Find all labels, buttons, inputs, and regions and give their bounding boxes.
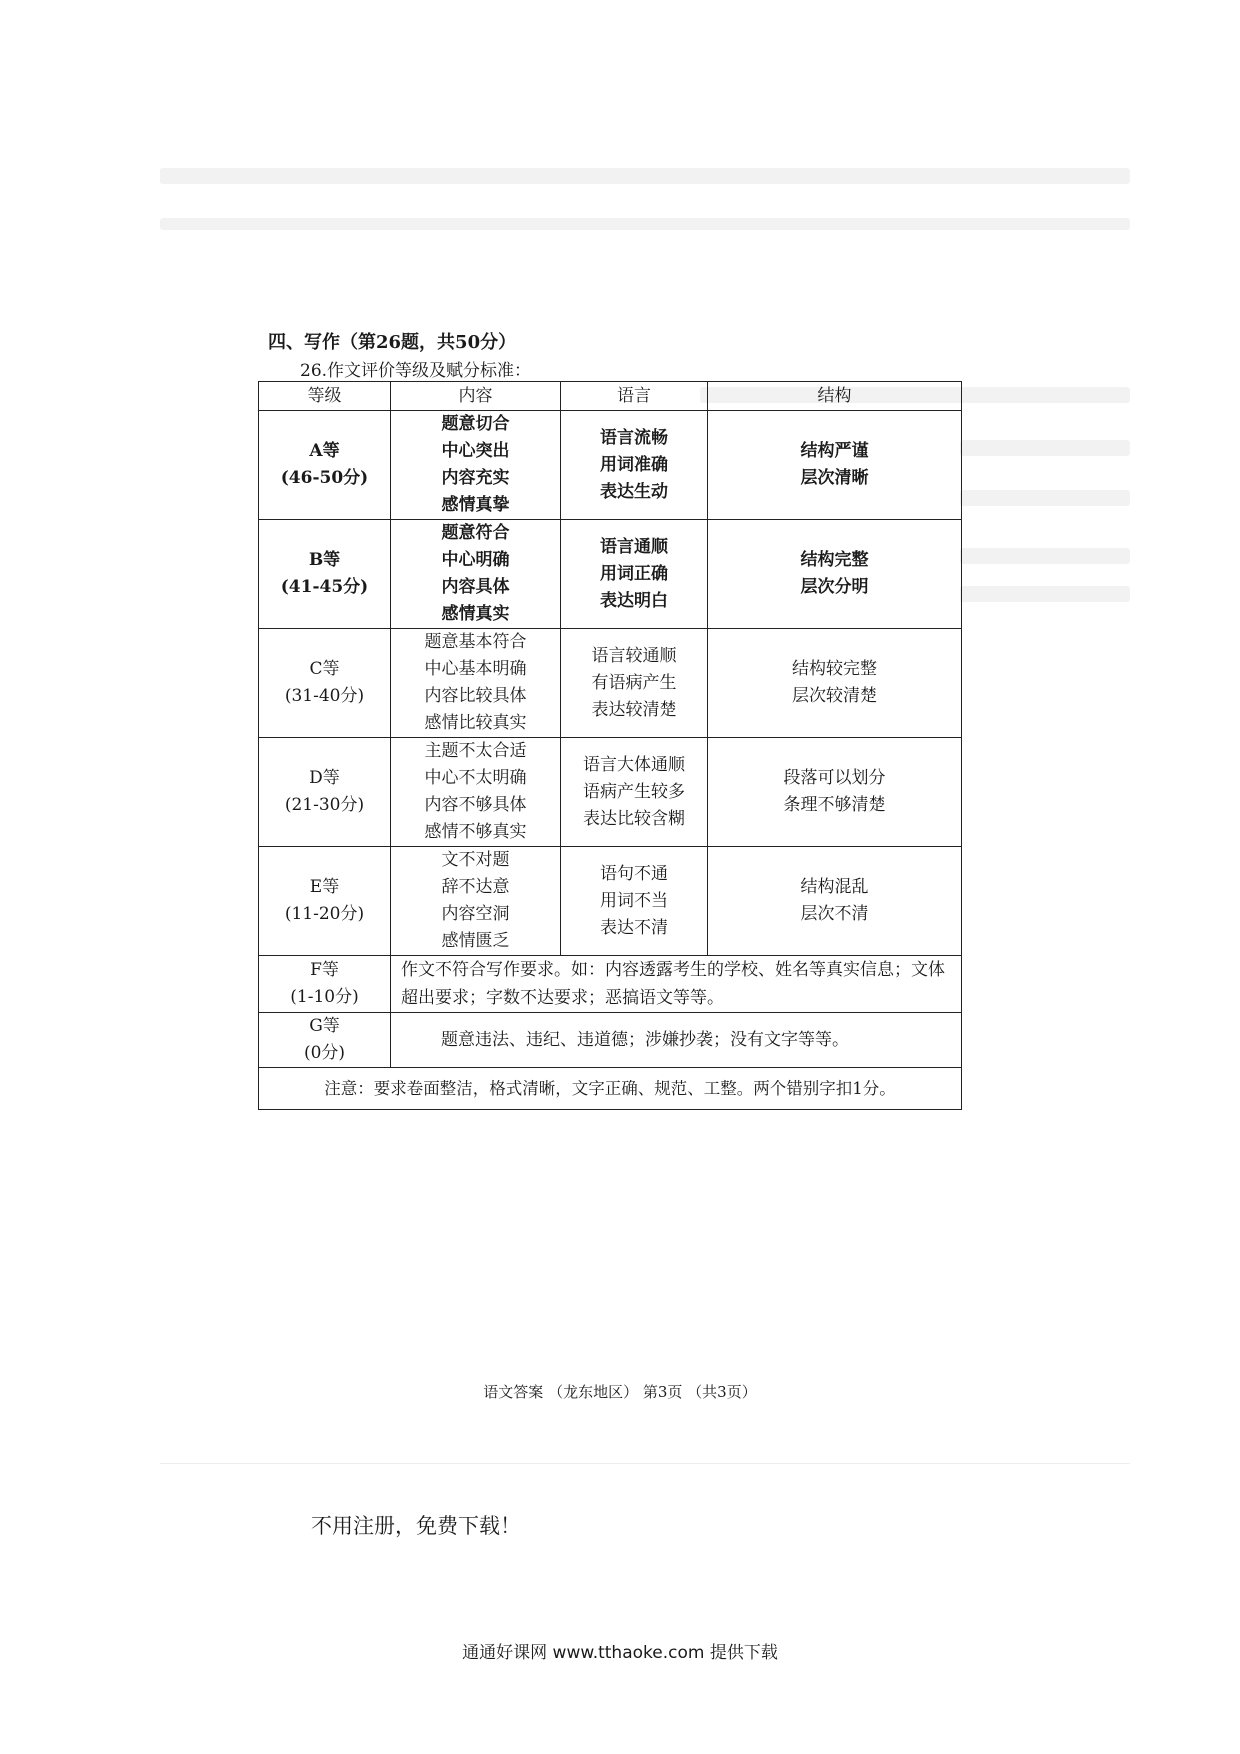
grade-cell: C等 (31-40分)	[259, 629, 391, 738]
grade-f-description: 作文不符合写作要求。如：内容透露考生的学校、姓名等真实信息；文体超出要求；字数不达要求；恶搞语文等等。	[391, 956, 962, 1013]
header-structure: 结构	[708, 382, 962, 411]
content-cell: 文不对题 辞不达意 内容空洞 感情匮乏	[391, 847, 561, 956]
structure-cell: 结构完整 层次分明	[708, 520, 962, 629]
grade-cell: D等 (21-30分)	[259, 738, 391, 847]
language-cell: 语言流畅 用词准确 表达生动	[561, 411, 708, 520]
scan-ghost-line	[960, 548, 1130, 564]
header-language: 语言	[561, 382, 708, 411]
grade-cell: B等 (41-45分)	[259, 520, 391, 629]
structure-cell: 结构混乱 层次不清	[708, 847, 962, 956]
content-cell: 主题不太合适 中心不太明确 内容不够具体 感情不够真实	[391, 738, 561, 847]
language-cell: 语句不通 用词不当 表达不清	[561, 847, 708, 956]
download-slogan: 不用注册，免费下载！	[311, 1514, 521, 1538]
scan-ghost-line	[960, 490, 1130, 506]
table-note-row	[259, 1068, 962, 1110]
table-row	[259, 520, 962, 629]
structure-cell: 结构较完整 层次较清楚	[708, 629, 962, 738]
grading-table	[258, 381, 962, 1110]
table-row	[259, 411, 962, 520]
grade-cell: E等 (11-20分)	[259, 847, 391, 956]
table-row-g	[259, 1013, 962, 1068]
header-content: 内容	[391, 382, 561, 411]
header-grade: 等级	[259, 382, 391, 411]
table-header-row	[259, 382, 962, 411]
grade-cell: G等 (0分)	[259, 1013, 391, 1068]
table-row	[259, 629, 962, 738]
note-text: 注意：要求卷面整洁，格式清晰，文字正确、规范、工整。两个错别字扣1分。	[259, 1068, 962, 1110]
section-title: 四、写作（第26题，共50分）	[268, 332, 517, 353]
grade-cell: F等 (1-10分)	[259, 956, 391, 1013]
structure-cell: 结构严谨 层次清晰	[708, 411, 962, 520]
content-cell: 题意基本符合 中心基本明确 内容比较具体 感情比较真实	[391, 629, 561, 738]
table-row	[259, 738, 962, 847]
structure-cell: 段落可以划分 条理不够清楚	[708, 738, 962, 847]
content-cell: 题意符合 中心明确 内容具体 感情真实	[391, 520, 561, 629]
section-subtitle: 26.作文评价等级及赋分标准：	[300, 361, 532, 381]
content-cell: 题意切合 中心突出 内容充实 感情真挚	[391, 411, 561, 520]
scan-ghost-line	[960, 586, 1130, 602]
page-footer: 语文答案 （龙东地区） 第3页 （共3页）	[483, 1383, 757, 1401]
scan-ghost-line	[160, 218, 1130, 230]
source-credit: 通通好课网 www.tthaoke.com 提供下载	[462, 1643, 778, 1663]
grade-cell: A等 (46-50分)	[259, 411, 391, 520]
scan-ghost-line	[960, 440, 1130, 456]
scan-ghost-line	[160, 168, 1130, 184]
table-row	[259, 847, 962, 956]
table-row-f	[259, 956, 962, 1013]
grade-g-description: 题意违法、违纪、违道德；涉嫌抄袭；没有文字等等。	[391, 1013, 962, 1068]
language-cell: 语言较通顺 有语病产生 表达较清楚	[561, 629, 708, 738]
divider	[160, 1463, 1130, 1464]
language-cell: 语言大体通顺 语病产生较多 表达比较含糊	[561, 738, 708, 847]
language-cell: 语言通顺 用词正确 表达明白	[561, 520, 708, 629]
